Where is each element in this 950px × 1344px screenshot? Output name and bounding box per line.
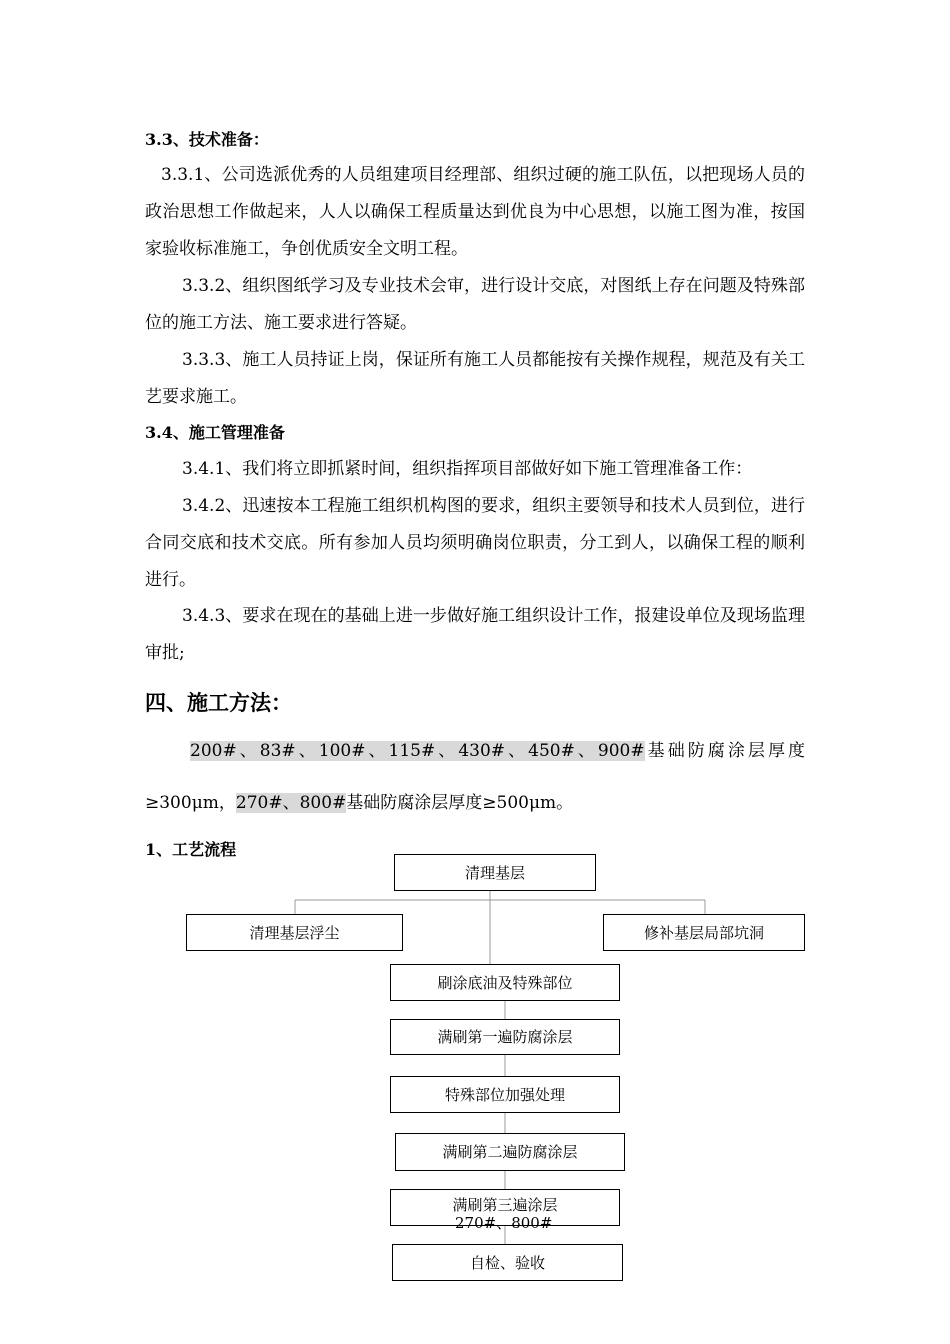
heading-section-4: 四、施工方法： (145, 690, 292, 715)
highlight-codes-2: 270#、800# (235, 793, 347, 813)
thickness-text-1: 基础防腐涂层厚度 (644, 741, 805, 761)
flow-step-reinforce: 特殊部位加强处理 (390, 1076, 620, 1113)
paragraph-3-4-1: 3.4.1、我们将立即抓紧时间，组织指挥项目部做好如下施工管理准备工作： (182, 459, 753, 479)
paragraph-3-4-2: 3.4.2、迅速按本工程施工组织机构图的要求，组织主要领导和技术人员到位，进行合同交底和技术交底。所有参加人员均须明确岗位职责，分工到人，以确保工程的顺利进行。 (145, 496, 805, 590)
flow-title: 1、工艺流程 (145, 840, 237, 859)
paragraph-3-3-3: 3.3.3、施工人员持证上岗，保证所有施工人员都能按有关操作规程，规范及有关工艺要求施工。 (145, 350, 805, 407)
paragraph-3-3-2: 3.3.2、组织图纸学习及专业技术会审，进行设计交底，对图纸上存在问题及特殊部位的施工方法、施工要求进行答疑。 (145, 276, 805, 333)
paragraph-3-4-3: 3.4.3、要求在现在的基础上进一步做好施工组织设计工作，报建设单位及现场监理审批; (145, 606, 805, 663)
flow-note-codes: 270#、800# (455, 1214, 553, 1232)
paragraph-3-3-1: 3.3.1、公司选派优秀的人员组建项目经理部、组织过硬的施工队伍，以把现场人员的政治思想工作做起来，人人以确保工程质量达到优良为中心思想，以施工图为准，按国家验收标准施工，争创优质安全文明工程。 (145, 165, 805, 259)
flow-step-primer: 刷涂底油及特殊部位 (390, 964, 620, 1001)
flow-step-remove-dust: 清理基层浮尘 (186, 914, 403, 951)
flow-step-first-coat: 满刷第一遍防腐涂层 (390, 1019, 620, 1055)
flow-step-repair-holes: 修补基层局部坑洞 (603, 914, 805, 951)
highlight-codes-1: 200#、83#、100#、115#、430#、450#、900# (190, 741, 645, 761)
flow-step-third-coat: 满刷第三遍涂层 (390, 1189, 620, 1226)
heading-3-3: 3.3、技术准备： (145, 130, 269, 149)
flow-step-clean-base: 清理基层 (394, 854, 596, 891)
flow-step-second-coat: 满刷第二遍防腐涂层 (395, 1133, 625, 1171)
heading-3-4: 3.4、施工管理准备 (145, 423, 285, 442)
thickness-text-2: 基础防腐涂层厚度≥500μm。 (346, 793, 574, 813)
thickness-value-1: ≥300μm， (145, 793, 236, 813)
flow-step-inspection: 自检、验收 (392, 1244, 623, 1281)
